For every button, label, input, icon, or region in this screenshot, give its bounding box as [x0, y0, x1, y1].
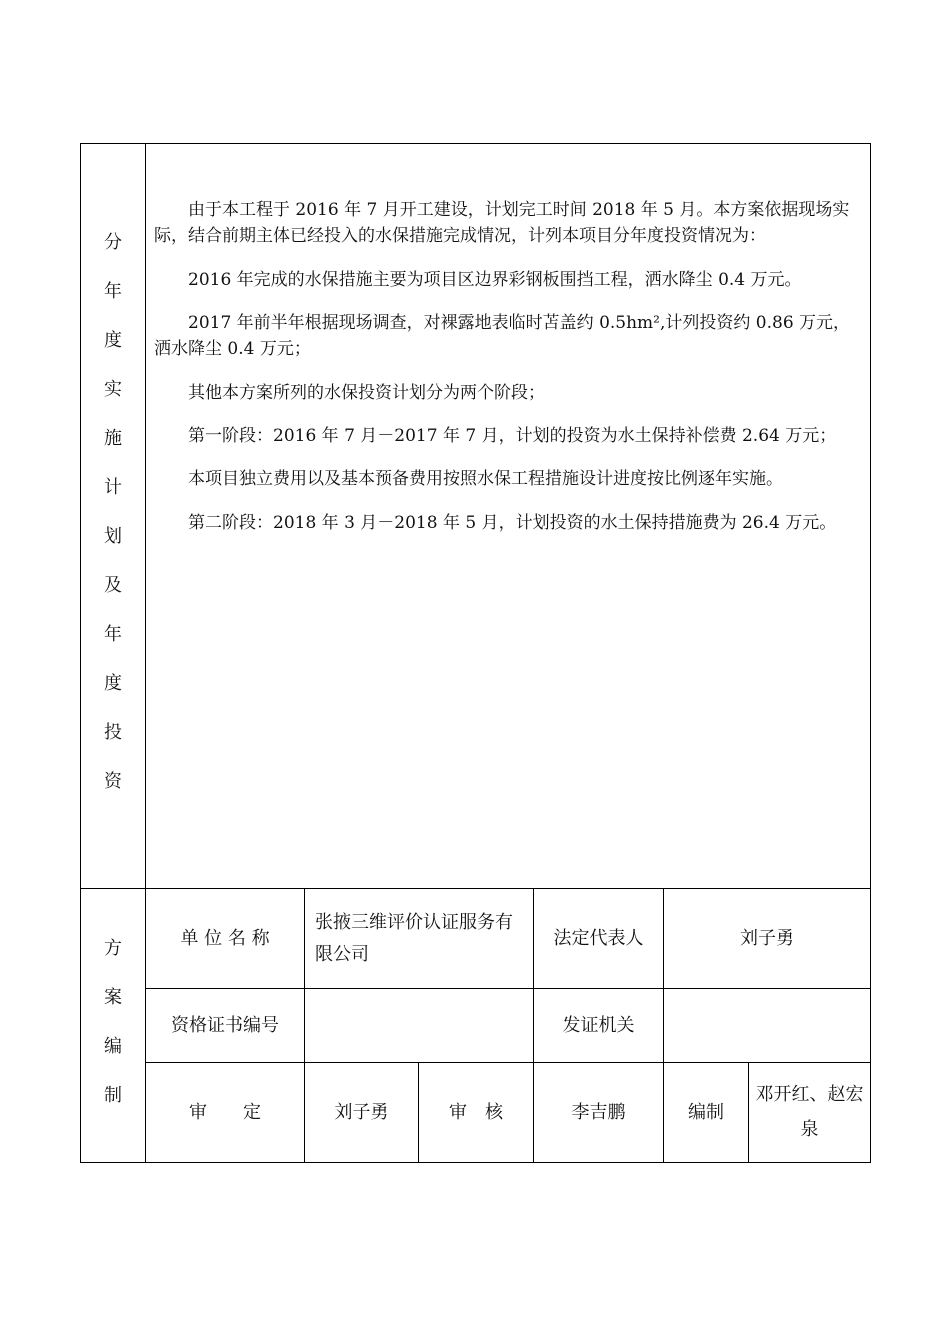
- side-label-char: 年: [104, 281, 122, 302]
- paragraph: 第二阶段：2018 年 3 月－2018 年 5 月，计划投资的水土保持措施费为 26.4 万元。: [188, 512, 837, 533]
- table-right-border: [870, 143, 871, 1163]
- table-top-border: [80, 143, 871, 144]
- paragraph: 本项目独立费用以及基本预备费用按照水保工程措施设计进度按比例逐年实施。: [188, 469, 783, 490]
- side-label-char: 制: [104, 1084, 122, 1106]
- plan-compilation-side-label: [81, 889, 145, 1162]
- approve-label: 审 定: [189, 1101, 261, 1123]
- review-label: 审 核: [449, 1101, 503, 1123]
- paragraph: 2017 年前半年根据现场调查，对裸露地表临时苫盖约 0.5hm²,计列投资约 0.86 万元，洒水降尘 0.4 万元；: [154, 313, 851, 360]
- annual-plan-side-label: [81, 144, 145, 888]
- annual-plan-content: [154, 197, 862, 553]
- side-label-char: 编: [104, 1035, 122, 1057]
- table-bottom-border: [80, 1162, 871, 1163]
- side-label-char: 方: [104, 937, 122, 959]
- side-label-char: 划: [104, 526, 122, 547]
- paragraph: 第一阶段：2016 年 7 月－2017 年 7 月，计划的投资为水土保持补偿费 2.64 万元；: [188, 426, 837, 447]
- certificate-number-label: 资格证书编号: [171, 1014, 279, 1036]
- compile-value: 邓开红、赵宏泉: [755, 1084, 864, 1140]
- unit-name-value: 张掖三维评价认证服务有限公司: [315, 912, 513, 965]
- legal-representative-label: 法定代表人: [553, 927, 644, 949]
- side-label-char: 计: [104, 477, 122, 498]
- side-label-char: 资: [104, 771, 122, 792]
- paragraph: 其他本方案所列的水保投资计划分为两个阶段；: [188, 382, 545, 403]
- issuing-authority-value: [664, 989, 870, 1062]
- certificate-number-value: [305, 989, 533, 1062]
- unit-name-label: 单 位 名 称: [180, 927, 270, 949]
- side-label-char: 施: [104, 428, 122, 449]
- side-label-char: 度: [104, 330, 122, 351]
- compile-label: 编制: [688, 1101, 724, 1123]
- side-label-char: 案: [104, 986, 122, 1008]
- side-label-char: 实: [104, 379, 122, 400]
- review-value: 李吉鹏: [571, 1101, 626, 1123]
- side-label-char: 投: [104, 722, 122, 743]
- issuing-authority-label: 发证机关: [562, 1014, 635, 1036]
- side-label-char: 年: [104, 624, 122, 645]
- paragraph: 2016 年完成的水保措施主要为项目区边界彩钢板围挡工程，洒水降尘 0.4 万元。: [188, 269, 802, 290]
- paragraph: 由于本工程于 2016 年 7 月开工建设，计划完工时间 2018 年 5 月。本方案依据现场实际，结合前期主体已经投入的水保措施完成情况，计列本项目分年度投资情况为：: [154, 200, 850, 247]
- side-label-char: 分: [104, 232, 122, 253]
- side-label-char: 度: [104, 673, 122, 694]
- side-label-char: 及: [104, 575, 122, 596]
- legal-representative-value: 刘子勇: [740, 927, 794, 949]
- approve-value: 刘子勇: [334, 1101, 389, 1123]
